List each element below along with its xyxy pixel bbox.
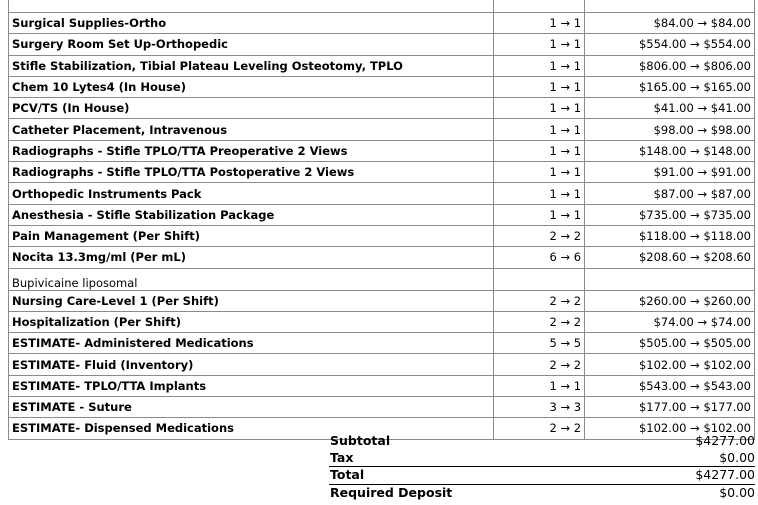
table-row xyxy=(9,55,755,76)
item-quantity: 1 → 1 xyxy=(493,34,584,55)
item-description: Catheter Placement, Intravenous xyxy=(9,119,494,140)
tax-value: $0.00 xyxy=(630,450,755,467)
item-description: Surgery Room Set Up-Orthopedic xyxy=(9,34,494,55)
item-description: ESTIMATE- TPLO/TTA Implants xyxy=(9,375,494,396)
table-row xyxy=(9,397,755,418)
item-price: $806.00 → $806.00 xyxy=(585,55,755,76)
item-description: Radiographs - Stifle TPLO/TTA Postoperative 2 Views xyxy=(9,162,494,183)
item-description: Pain Management (Per Shift) xyxy=(9,225,494,246)
item-description: Anesthesia - Stifle Stabilization Package xyxy=(9,204,494,225)
item-quantity: 2 → 2 xyxy=(493,418,584,439)
table-row xyxy=(9,119,755,140)
table-top-continuation xyxy=(9,0,755,13)
item-price: $505.00 → $505.00 xyxy=(585,333,755,354)
item-description: ESTIMATE- Dispensed Medications xyxy=(9,418,494,439)
estimate-line-items-table xyxy=(8,0,755,440)
item-price: $208.60 → $208.60 xyxy=(585,247,755,268)
table-row xyxy=(9,333,755,354)
item-quantity: 1 → 1 xyxy=(493,204,584,225)
item-price: $102.00 → $102.00 xyxy=(585,354,755,375)
tax-label: Tax xyxy=(329,450,630,467)
item-price: $98.00 → $98.00 xyxy=(585,119,755,140)
table-row xyxy=(9,34,755,55)
table-row xyxy=(9,76,755,97)
item-description: ESTIMATE - Suture xyxy=(9,397,494,418)
continuation-cell xyxy=(9,0,494,13)
item-price: $91.00 → $91.00 xyxy=(585,162,755,183)
item-price: $84.00 → $84.00 xyxy=(585,13,755,34)
table-row-note xyxy=(9,268,755,290)
item-description: ESTIMATE- Fluid (Inventory) xyxy=(9,354,494,375)
item-description: Stifle Stabilization, Tibial Plateau Leveling Osteotomy, TPLO xyxy=(9,55,494,76)
total-label: Total xyxy=(329,467,630,485)
item-quantity: 1 → 1 xyxy=(493,119,584,140)
totals-summary xyxy=(329,433,755,501)
item-price: $735.00 → $735.00 xyxy=(585,204,755,225)
item-price: $118.00 → $118.00 xyxy=(585,225,755,246)
item-description: Chem 10 Lytes4 (In House) xyxy=(9,76,494,97)
item-price: $165.00 → $165.00 xyxy=(585,76,755,97)
item-description: PCV/TS (In House) xyxy=(9,98,494,119)
item-description: ESTIMATE- Administered Medications xyxy=(9,333,494,354)
item-quantity: 1 → 1 xyxy=(493,55,584,76)
item-quantity: 2 → 2 xyxy=(493,311,584,332)
required-deposit-row xyxy=(329,484,755,501)
item-price: $260.00 → $260.00 xyxy=(585,290,755,311)
item-quantity: 6 → 6 xyxy=(493,247,584,268)
item-price: $148.00 → $148.00 xyxy=(585,140,755,161)
item-description: Surgical Supplies-Ortho xyxy=(9,13,494,34)
subtotal-label: Subtotal xyxy=(330,433,391,449)
item-description: Radiographs - Stifle TPLO/TTA Preoperative 2 Views xyxy=(9,140,494,161)
required-deposit-label: Required Deposit xyxy=(330,484,453,500)
item-quantity: 1 → 1 xyxy=(493,162,584,183)
required-deposit-value: $0.00 xyxy=(719,484,755,500)
item-description: Hospitalization (Per Shift) xyxy=(9,311,494,332)
subtotal-value: $4277.00 xyxy=(695,433,755,449)
item-quantity: 2 → 2 xyxy=(493,225,584,246)
item-description: Nursing Care-Level 1 (Per Shift) xyxy=(9,290,494,311)
table-row xyxy=(9,183,755,204)
item-quantity: 2 → 2 xyxy=(493,354,584,375)
table-row xyxy=(9,98,755,119)
continuation-cell xyxy=(493,0,584,13)
table-row xyxy=(9,204,755,225)
table-row xyxy=(9,225,755,246)
empty-cell xyxy=(585,268,755,290)
item-quantity: 1 → 1 xyxy=(493,183,584,204)
total-value: $4277.00 xyxy=(630,467,755,485)
item-quantity: 1 → 1 xyxy=(493,140,584,161)
table-row xyxy=(9,311,755,332)
table-row xyxy=(9,140,755,161)
table-row xyxy=(9,162,755,183)
item-note: Bupivicaine liposomal xyxy=(9,268,494,290)
table-row xyxy=(9,290,755,311)
item-description: Orthopedic Instruments Pack xyxy=(9,183,494,204)
item-quantity: 1 → 1 xyxy=(493,76,584,97)
item-price: $543.00 → $543.00 xyxy=(585,375,755,396)
item-price: $177.00 → $177.00 xyxy=(585,397,755,418)
item-quantity: 1 → 1 xyxy=(493,375,584,396)
line-items-body xyxy=(9,0,755,439)
item-quantity: 3 → 3 xyxy=(493,397,584,418)
item-price: $41.00 → $41.00 xyxy=(585,98,755,119)
item-price: $554.00 → $554.00 xyxy=(585,34,755,55)
item-quantity: 1 → 1 xyxy=(493,98,584,119)
empty-cell xyxy=(493,268,584,290)
total-row xyxy=(329,467,755,485)
item-description: Nocita 13.3mg/ml (Per mL) xyxy=(9,247,494,268)
tax-row xyxy=(329,450,755,467)
item-price: $87.00 → $87.00 xyxy=(585,183,755,204)
continuation-cell xyxy=(585,0,755,13)
item-quantity: 5 → 5 xyxy=(493,333,584,354)
table-row xyxy=(9,354,755,375)
item-price: $102.00 → $102.00 xyxy=(585,418,755,439)
table-row xyxy=(9,13,755,34)
item-quantity: 1 → 1 xyxy=(493,13,584,34)
item-quantity: 2 → 2 xyxy=(493,290,584,311)
table-row xyxy=(9,247,755,268)
table-row xyxy=(9,375,755,396)
item-price: $74.00 → $74.00 xyxy=(585,311,755,332)
subtotal-row xyxy=(329,433,755,450)
